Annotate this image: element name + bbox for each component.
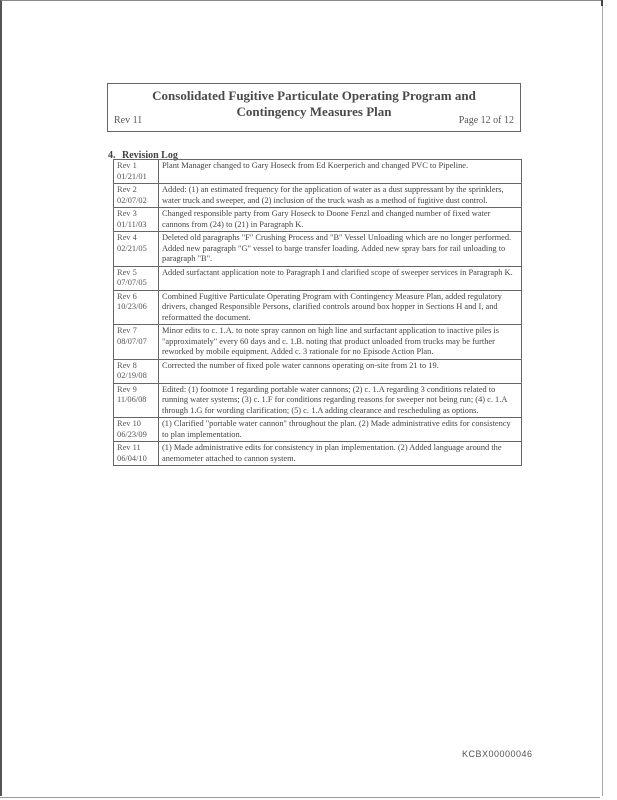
revision-number: Rev 3: [117, 209, 137, 218]
revision-number: Rev 11: [117, 443, 141, 452]
revision-id-cell: [114, 266, 159, 290]
revision-row: [114, 184, 522, 208]
revision-row: [114, 290, 522, 325]
revision-id-cell: [114, 208, 159, 232]
revision-log-table: [113, 159, 522, 466]
document-title-line1: Consolidated Fugitive Particulate Operating Program and: [152, 88, 476, 103]
revision-description: Edited: (1) footnote 1 regarding portable water cannons; (2) c. 1.A regarding 3 conditions related to running water systems; (3) c. 1.F for conditions regarding reasons for sweeper not being run; (4) c. 1.A through 1.G for wording clarification; (5) c. 1.A adding clearance and rescheduling as options.: [159, 383, 522, 418]
revision-id-cell: [114, 160, 159, 184]
revision-date: 01/11/03: [117, 219, 147, 229]
revision-number: Rev 2: [117, 185, 137, 194]
revision-date: 01/21/01: [117, 171, 147, 181]
revision-description: Deleted old paragraphs "F" Crushing Process and "B" Vessel Unloading which are no longer performed. Added new paragraph "G" vessel to barge transfer loading. Added new spray bars for rail unloading to paragraph "B".: [159, 232, 522, 267]
revision-id-cell: [114, 184, 159, 208]
revision-description: Changed responsible party from Gary Hoseck to Doone Fenzl and changed number of fixed water cannons from (24) to (21) in Paragraph K.: [159, 208, 522, 232]
revision-row: [114, 266, 522, 290]
revision-number: Rev 10: [117, 419, 141, 428]
revision-number: Rev 4: [117, 233, 137, 242]
bates-number: KCBX00000046: [462, 749, 533, 759]
revision-date: 02/19/08: [117, 371, 147, 380]
revision-description: (1) Made administrative edits for consistency in plan implementation. (2) Added language around the anemometer attached to cannon system.: [159, 442, 522, 466]
header-page-number: Page 12 of 12: [458, 115, 514, 126]
revision-id-cell: [114, 442, 159, 466]
revision-description: Added: (1) an estimated frequency for the application of water as a dust suppressant by the sprinklers, water truck and sweeper, and (2) inclusion of the truck wash as a method of fugitive dust control.: [159, 184, 522, 208]
revision-row: [114, 325, 522, 360]
revision-row: [114, 359, 522, 383]
document-header: [107, 83, 521, 132]
revision-date: 06/23/09: [117, 429, 147, 439]
section-number: 4.: [108, 150, 116, 161]
revision-description: Combined Fugitive Particulate Operating Program with Contingency Measure Plan, added regulatory drivers, changed Responsible Persons, clarified controls around box hopper in Sections H and I, and reformatted the document.: [159, 290, 522, 325]
revision-date: 10/23/06: [117, 302, 147, 311]
revision-description: Plant Manager changed to Gary Hoseck from Ed Koerperich and changed PVC to Pipeline.: [159, 160, 522, 184]
revision-log-body: [114, 160, 522, 466]
revision-id-cell: [114, 325, 159, 360]
revision-row: [114, 383, 522, 418]
scan-mark: [601, 0, 603, 6]
revision-id-cell: [114, 232, 159, 267]
revision-id-cell: [114, 383, 159, 418]
revision-id-cell: [114, 290, 159, 325]
revision-date: 02/07/02: [117, 195, 147, 205]
revision-date: 08/07/07: [117, 336, 147, 346]
revision-description: Corrected the number of fixed pole water cannons operating on-site from 21 to 19.: [159, 359, 522, 383]
header-revision: Rev 11: [114, 115, 143, 126]
revision-number: Rev 8: [117, 360, 137, 370]
revision-number: Rev 5: [117, 267, 137, 277]
document-title-line2: Contingency Measures Plan: [236, 104, 392, 119]
revision-date: 06/04/10: [117, 453, 147, 463]
revision-id-cell: [114, 359, 159, 383]
revision-description: (1) Clarified "portable water cannon" throughout the plan. (2) Made administrative edits for consistency to plan implementation.: [159, 418, 522, 442]
revision-number: Rev 6: [117, 291, 137, 301]
revision-number: Rev 9: [117, 384, 137, 394]
revision-row: [114, 232, 522, 267]
revision-date: 07/07/05: [117, 278, 147, 287]
revision-number: Rev 1: [117, 161, 137, 170]
revision-row: [114, 418, 522, 442]
revision-row: [114, 160, 522, 184]
revision-description: Added surfactant application note to Paragraph I and clarified scope of sweeper services in Paragraph K.: [159, 266, 522, 290]
revision-number: Rev 7: [117, 326, 137, 335]
section-title: Revision Log: [122, 150, 178, 161]
bottom-edge-line: [0, 797, 600, 798]
revision-date: 11/06/08: [117, 395, 147, 404]
revision-date: 02/21/05: [117, 243, 147, 253]
revision-description: Minor edits to c. 1.A. to note spray cannon on high line and surfactant application to inactive piles is "approximately" every 60 days and c. 1.B. noting that product unloaded from trucks may be further reworked by mobile equipment. Added c. 3 rationale for no Episode Action Plan.: [159, 325, 522, 360]
revision-row: [114, 208, 522, 232]
revision-row: [114, 442, 522, 466]
revision-id-cell: [114, 418, 159, 442]
